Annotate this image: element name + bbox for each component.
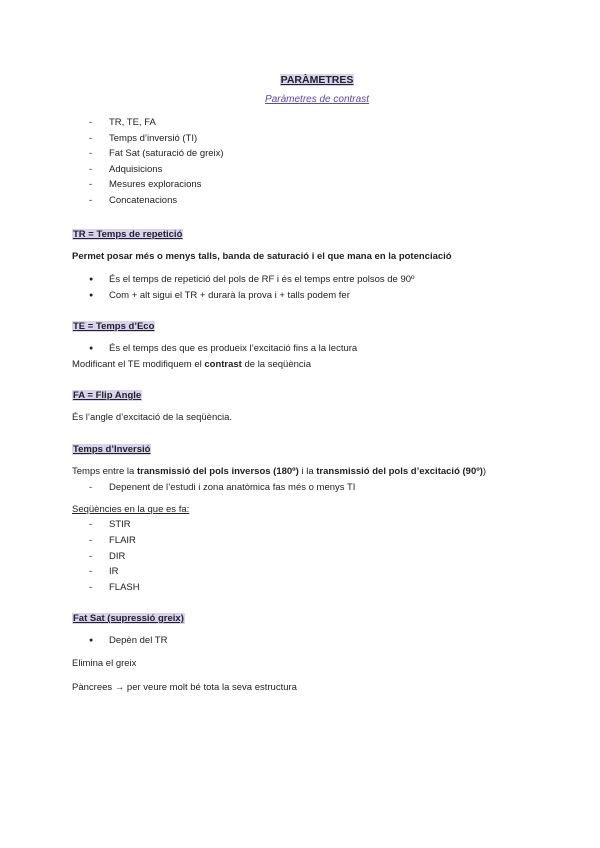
list-item-text: FLAIR <box>109 535 136 546</box>
list-item-text: FLASH <box>109 582 140 593</box>
dash-marker: - <box>89 164 93 175</box>
list-item-text: TR, TE, FA <box>109 117 156 128</box>
list-item-text: DIR <box>109 551 126 562</box>
fatsat-text-1: Elimina el greix <box>72 658 137 669</box>
dash-marker: - <box>89 519 93 530</box>
list-item <box>89 179 201 191</box>
list-item-text: Fat Sat (saturació de greix) <box>109 148 224 159</box>
section-heading-text: TE = Temps d’Eco <box>73 321 155 332</box>
list-item-text: Adquisicions <box>109 164 163 175</box>
text-run: ) <box>482 466 487 477</box>
text-run-bold: transmissió del pols inversos (180º) <box>136 466 299 477</box>
bullet-marker: ● <box>89 292 94 299</box>
dash-marker: - <box>89 179 93 190</box>
section-heading-te <box>72 321 155 333</box>
list-item-text: IR <box>109 566 119 577</box>
section-heading-fa <box>72 390 142 402</box>
list-item <box>89 133 197 145</box>
dash-marker: - <box>89 195 93 206</box>
text-run-bold: transmissió del pols d’excitació (90º) <box>316 466 483 477</box>
list-item <box>89 482 355 494</box>
text-run: de la seqüència <box>241 359 312 370</box>
section-heading-text: Fat Sat (supressió greix) <box>73 613 184 624</box>
list-item <box>89 274 415 286</box>
page-subtitle: Paràmetres de contrast <box>265 94 369 105</box>
dash-marker: - <box>89 133 93 144</box>
section-heading-text: FA = Flip Angle <box>73 390 142 401</box>
bullet-marker: ● <box>89 637 94 644</box>
bullet-marker: ● <box>89 276 94 283</box>
te-text <box>72 359 311 371</box>
list-item <box>89 519 131 531</box>
list-item <box>89 117 156 129</box>
dash-marker: - <box>89 148 93 159</box>
section-heading-fatsat <box>72 613 185 625</box>
text-run-bold: contrast <box>204 359 242 370</box>
section-heading-ti <box>72 444 151 456</box>
list-item-text: És el temps des que es produeix l’excitació fins a la lectura <box>109 343 358 354</box>
dash-marker: - <box>89 482 93 493</box>
text-run: Modificant el TE modifiquem el <box>72 359 205 370</box>
page-title <box>0 74 600 86</box>
list-item <box>89 148 224 160</box>
dash-marker: - <box>89 535 93 546</box>
sequences-label: Seqüències en la que es fa: <box>72 504 190 515</box>
ti-text <box>72 466 486 478</box>
list-item <box>89 566 119 578</box>
fa-text: És l’angle d’excitació de la seqüència. <box>72 412 233 423</box>
dash-marker: - <box>89 566 93 577</box>
dash-marker: - <box>89 117 93 128</box>
list-item-text: És el temps de repetició del pols de RF i és el temps entre polsos de 90º <box>109 274 415 285</box>
dash-marker: - <box>89 551 93 562</box>
list-item <box>89 164 162 176</box>
text-run: Temps entre la <box>72 466 137 477</box>
dash-marker: - <box>89 582 93 593</box>
text-run: i la <box>298 466 317 477</box>
list-item-text: Mesures exploracions <box>109 179 202 190</box>
section-heading-tr <box>72 229 183 241</box>
list-item <box>89 582 140 594</box>
list-item <box>89 195 177 207</box>
list-item <box>89 551 125 563</box>
list-item-text: Com + alt sigui el TR + durarà la prova i + talls podem fer <box>109 290 350 301</box>
list-item <box>89 635 167 647</box>
list-item-text: Temps d’inversió (TI) <box>109 133 198 144</box>
fatsat-text-2: Pàncrees → per veure molt bé tota la seva estructura <box>72 682 297 693</box>
list-item <box>89 290 350 302</box>
list-item-text: STIR <box>109 519 131 530</box>
list-item-text: Depèn del TR <box>109 635 168 646</box>
list-item-text: Depenent de l’estudi i zona anatòmica fas més o menys TI <box>109 482 356 493</box>
bullet-marker: ● <box>89 345 94 352</box>
page-title-text: PARÀMETRES <box>280 74 354 86</box>
list-item-text: Concatenacions <box>109 195 178 206</box>
section-heading-text: Temps d’Inversió <box>73 444 151 455</box>
tr-lead: Permet posar més o menys talls, banda de saturació i el que mana en la potenciació <box>72 251 452 262</box>
list-item <box>89 343 357 355</box>
section-heading-text: TR = Temps de repetició <box>73 229 183 240</box>
list-item <box>89 535 136 547</box>
